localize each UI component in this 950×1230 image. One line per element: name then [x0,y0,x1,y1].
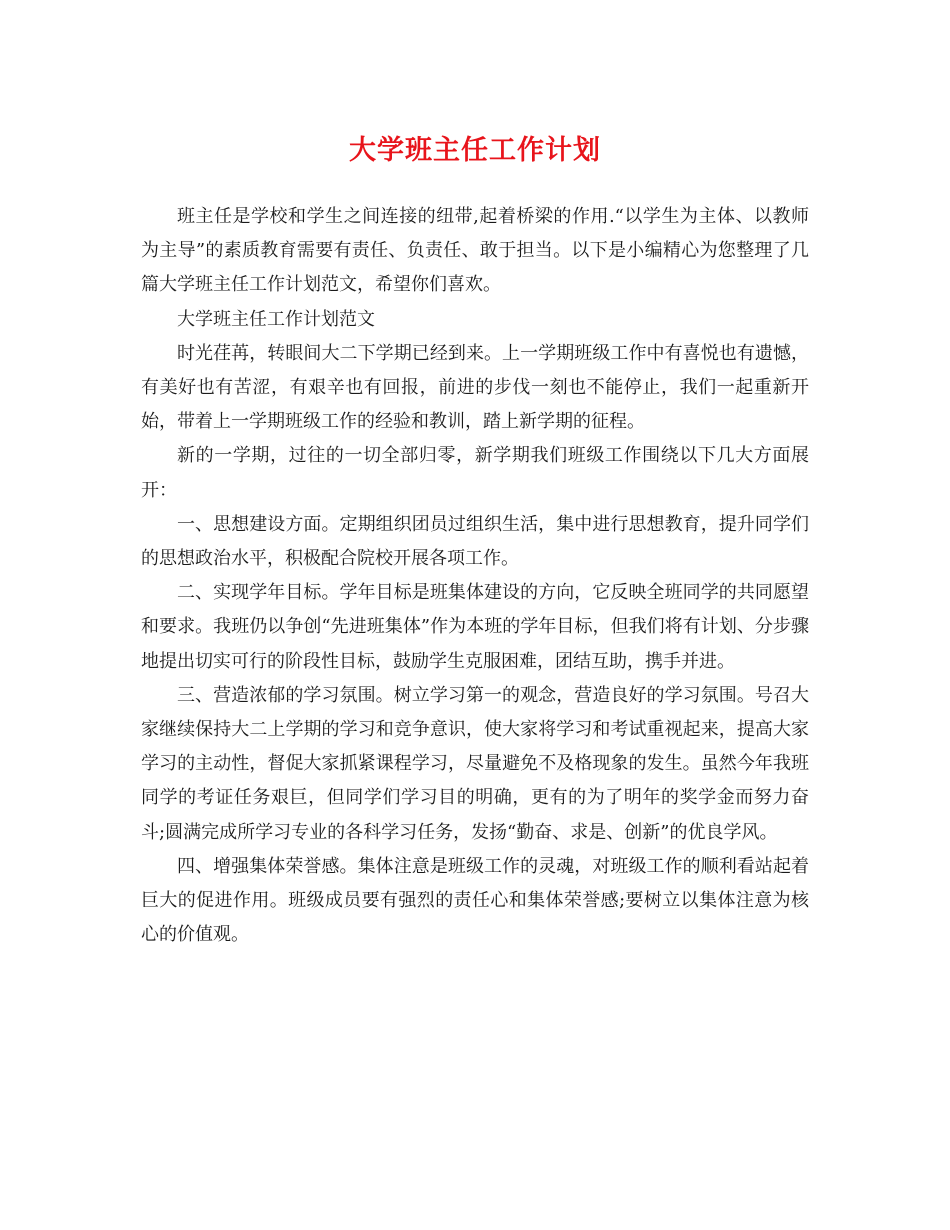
paragraph-subtitle: 大学班主任工作计划范文 [177,308,375,330]
paragraph-section-1: 一、思想建设方面。定期组织团员过组织生活，集中进行思想教育，提升同学们的思想政治水平，积极配合院校开展各项工作。 [141,513,809,570]
paragraph-section-2: 二、实现学年目标。学年目标是班集体建设的方向，它反映全班同学的共同愿望和要求。我班仍以争创“先进班集体”作为本班的学年目标，但我们将有计划、分步骤地提出切实可行的阶段性目标，鼓励学生克服困难，团结互助，携手并进。 [141,582,809,672]
paragraph-section-3: 三、营造浓郁的学习氛围。树立学习第一的观念，营造良好的学习氛围。号召大家继续保持大二上学期的学习和竞争意识，使大家将学习和考试重视起来，提高大家学习的主动性，督促大家抓紧课程学习，尽量避免不及格现象的发生。虽然今年我班同学的考证任务艰巨，但同学们学习目的明确，更有的为了明年的奖学金而努力奋斗;圆满完成所学习专业的各科学习任务，发扬“勤奋、求是、创新”的优良学风。 [141,684,809,843]
paragraph-opening: 时光荏苒，转眼间大二下学期已经到来。上一学期班级工作中有喜悦也有遗憾，有美好也有苦涩，有艰辛也有回报，前进的步伐一刻也不能停止，我们一起重新开始，带着上一学期班级工作的经验和教训，踏上新学期的征程。 [141,342,809,433]
document-body [141,200,809,952]
paragraph-intro: 班主任是学校和学生之间连接的纽带,起着桥梁的作用.“以学生为主体、以教师为主导”的素质教育需要有责任、负责任、敢于担当。以下是小编精心为您整理了几篇大学班主任工作计划范文，希望你们喜欢。 [141,206,809,296]
document-title: 大学班主任工作计划 [349,135,601,166]
paragraph-overview: 新的一学期，过往的一切全部归零，新学期我们班级工作围绕以下几大方面展开： [141,445,809,501]
paragraph-section-4: 四、增强集体荣誉感。集体注意是班级工作的灵魂，对班级工作的顺利看站起着巨大的促进作用。班级成员要有强烈的责任心和集体荣誉感;要树立以集体注意为核心的价值观。 [141,855,809,946]
